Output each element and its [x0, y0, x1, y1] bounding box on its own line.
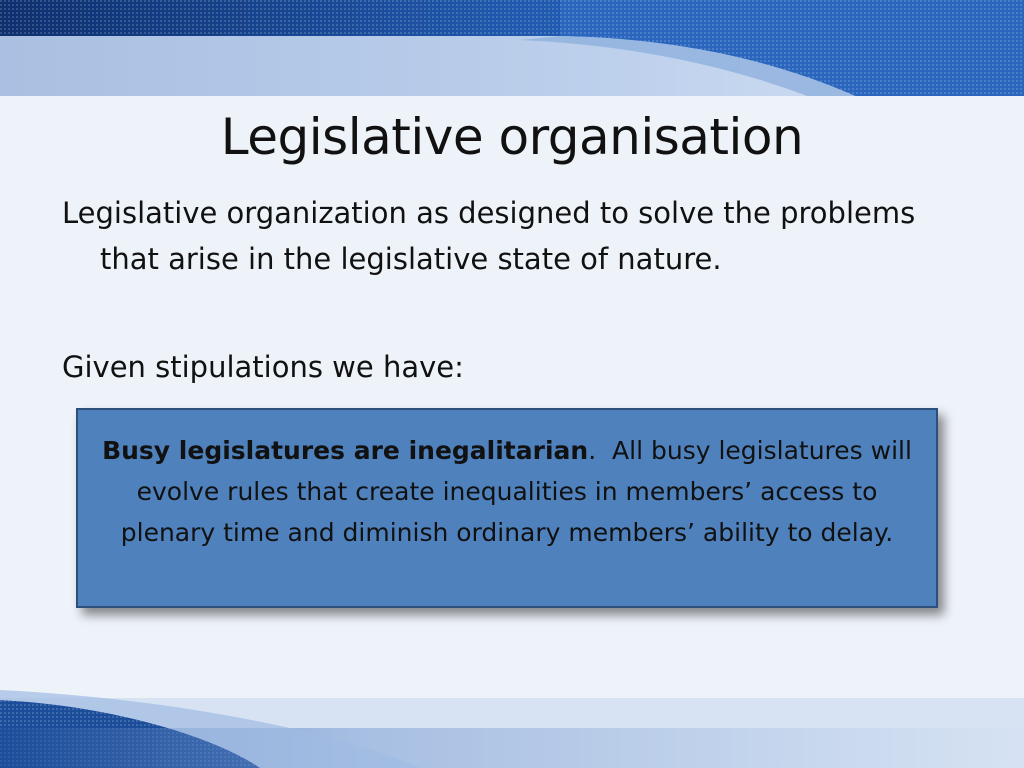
body-paragraph-1: Legislative organization as designed to solve the problems that arise in the legislative state of nature.	[62, 196, 916, 276]
body-paragraph-2: Given stipulations we have:	[62, 350, 464, 384]
slide-title: Legislative organisation	[220, 108, 804, 166]
callout-lead-punct: .	[588, 436, 597, 465]
slide-body	[62, 190, 962, 390]
callout-text: All busy legislatures will evolve rules that create inequalities in members’ access to plenary time and diminish ordinary members’ ability to delay.	[120, 436, 920, 547]
callout-bold-lead: Busy legislatures are inegalitarian	[102, 436, 589, 465]
callout-box	[76, 408, 938, 608]
